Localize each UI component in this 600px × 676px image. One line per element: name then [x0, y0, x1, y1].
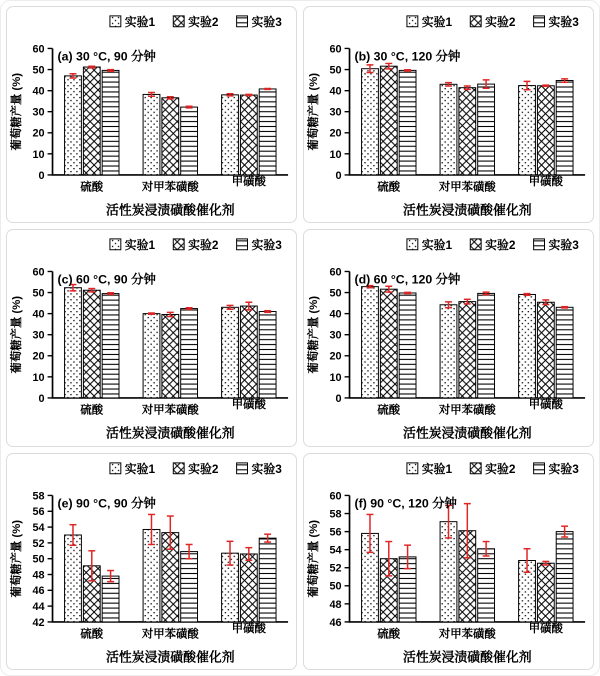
legend-swatch-hlines-icon — [534, 16, 545, 27]
bar-d-cat1-s1 — [362, 287, 379, 398]
legend-label: 实验3 — [251, 14, 282, 29]
x-category-label: 硫酸 — [80, 405, 104, 418]
y-tick-label: 50 — [329, 64, 342, 77]
y-tick-label: 60 — [329, 266, 342, 279]
legend-item-2 — [173, 461, 219, 475]
legend-item-3 — [237, 461, 283, 475]
bar-d-cat1-s2 — [380, 290, 397, 399]
bar-c-cat2-s3 — [181, 309, 198, 398]
chart-panel-f — [303, 453, 594, 670]
bar-d-cat3-s1 — [519, 295, 536, 398]
bar-a-cat2-s2 — [162, 98, 179, 175]
chart-svg-e — [7, 454, 296, 669]
error-bar — [148, 313, 155, 314]
y-tick-label: 60 — [329, 43, 342, 56]
legend-item-1 — [407, 238, 453, 252]
bar-e-cat1-s1 — [65, 535, 82, 622]
legend-swatch-dots-icon — [110, 16, 121, 27]
bar-e-cat3-s3 — [259, 538, 276, 622]
error-bar — [245, 94, 252, 95]
x-axis-title: 活性炭浸渍磺酸催化剂 — [106, 649, 235, 665]
y-tick-label: 0 — [38, 169, 45, 182]
x-axis-title: 活性炭浸渍磺酸催化剂 — [106, 425, 235, 441]
bar-d-cat2-s3 — [478, 294, 495, 399]
legend-swatch-hlines-icon — [534, 239, 545, 250]
chart-panel-e — [6, 453, 297, 670]
bar-e-cat2-s3 — [181, 551, 198, 621]
y-tick-label: 42 — [32, 616, 45, 629]
bar-e-cat3-s2 — [240, 554, 257, 622]
x-category-label: 甲磺酸 — [231, 175, 266, 188]
y-tick-label: 56 — [329, 526, 342, 539]
y-tick-label: 40 — [32, 308, 45, 321]
x-category-label: 甲磺酸 — [528, 175, 563, 188]
x-category-label: 甲磺酸 — [231, 399, 266, 412]
y-tick-label: 46 — [32, 584, 45, 597]
y-tick-label: 54 — [32, 521, 45, 534]
bar-d-cat2-s2 — [459, 302, 476, 398]
x-axis-title: 活性炭浸渍磺酸催化剂 — [403, 425, 532, 441]
chart-svg-a — [7, 7, 296, 222]
chart-panel-a — [6, 6, 297, 223]
chart-panel-d — [303, 229, 594, 446]
chart-svg-f — [304, 454, 593, 669]
legend-label: 实验3 — [548, 461, 579, 476]
legend-swatch-dots-icon — [407, 16, 418, 27]
bar-a-cat1-s1 — [65, 76, 82, 175]
y-tick-label: 48 — [32, 569, 45, 582]
y-tick-label: 0 — [335, 169, 342, 182]
y-tick-label: 40 — [329, 85, 342, 98]
x-category-label: 硫酸 — [80, 628, 104, 641]
y-tick-label: 60 — [32, 266, 45, 279]
y-tick-label: 60 — [32, 43, 45, 56]
x-category-label: 硫酸 — [377, 181, 401, 194]
y-tick-label: 10 — [32, 148, 45, 161]
bar-c-cat1-s2 — [83, 291, 100, 399]
bar-c-cat2-s2 — [162, 315, 179, 398]
legend-swatch-dots-icon — [407, 463, 418, 474]
legend-item-2 — [470, 15, 516, 29]
legend-swatch-crosshatch-icon — [173, 239, 184, 250]
legend-swatch-hlines-icon — [534, 463, 545, 474]
bar-b-cat2-s1 — [440, 84, 457, 175]
y-axis-title: 葡萄糖产量 (%) — [10, 296, 23, 374]
bar-a-cat1-s2 — [83, 67, 100, 175]
bar-c-cat3-s2 — [240, 306, 257, 398]
legend-swatch-hlines-icon — [237, 16, 248, 27]
y-tick-label: 30 — [32, 329, 45, 342]
y-tick-label: 52 — [329, 562, 342, 575]
y-tick-label: 20 — [32, 351, 45, 364]
y-axis-title: 葡萄糖产量 (%) — [10, 72, 23, 151]
panel-title: (a) 30 °C, 90 分钟 — [57, 49, 156, 64]
legend-label: 实验2 — [188, 238, 219, 253]
legend-swatch-crosshatch-icon — [470, 239, 481, 250]
legend-label: 实验3 — [548, 14, 579, 29]
y-axis-title: 葡萄糖产量 (%) — [307, 296, 320, 374]
y-tick-label: 30 — [32, 106, 45, 119]
y-tick-label: 40 — [32, 85, 45, 98]
bar-a-cat3-s1 — [222, 95, 239, 175]
bar-c-cat1-s3 — [102, 294, 119, 398]
panel-title: (e) 90 °C, 90 分钟 — [57, 496, 156, 510]
bar-f-cat3-s2 — [537, 563, 554, 622]
legend-swatch-crosshatch-icon — [173, 463, 184, 474]
legend-label: 实验1 — [124, 461, 156, 476]
y-tick-label: 0 — [38, 393, 45, 406]
chart-panel-c — [6, 229, 297, 446]
y-tick-label: 56 — [32, 505, 45, 518]
y-tick-label: 20 — [329, 351, 342, 364]
x-category-label: 硫酸 — [377, 628, 401, 641]
bar-a-cat3-s3 — [259, 89, 276, 175]
legend-label: 实验2 — [188, 461, 219, 476]
legend-item-3 — [534, 15, 580, 29]
legend-item-1 — [110, 238, 156, 252]
x-category-label: 对甲苯磺酸 — [141, 181, 199, 194]
bar-b-cat3-s2 — [537, 86, 554, 175]
legend-item-3 — [237, 15, 283, 29]
legend-label: 实验1 — [421, 238, 453, 253]
bar-f-cat3-s3 — [556, 531, 573, 621]
panel-title: (b) 30 °C, 120 分钟 — [354, 49, 461, 64]
x-category-label: 对甲苯磺酸 — [438, 181, 496, 194]
bar-c-cat3-s1 — [222, 308, 239, 399]
bar-b-cat1-s2 — [380, 66, 397, 175]
bar-d-cat2-s1 — [440, 305, 457, 398]
y-tick-label: 50 — [32, 287, 45, 300]
bar-c-cat3-s3 — [259, 312, 276, 398]
y-axis-title: 葡萄糖产量 (%) — [307, 72, 320, 151]
y-tick-label: 60 — [329, 490, 342, 503]
legend-label: 实验3 — [251, 461, 282, 476]
y-tick-label: 30 — [329, 106, 342, 119]
bar-b-cat2-s3 — [478, 84, 495, 175]
legend-swatch-crosshatch-icon — [470, 16, 481, 27]
bar-b-cat3-s3 — [556, 81, 573, 175]
y-tick-label: 44 — [32, 600, 45, 613]
error-bar — [542, 85, 549, 86]
bar-b-cat3-s1 — [519, 86, 536, 175]
bar-d-cat1-s3 — [399, 293, 416, 398]
legend-swatch-crosshatch-icon — [470, 463, 481, 474]
legend-swatch-dots-icon — [110, 239, 121, 250]
legend-label: 实验1 — [421, 14, 453, 29]
chart-svg-d — [304, 230, 593, 445]
x-category-label: 对甲苯磺酸 — [141, 405, 199, 418]
panel-title: (f) 90 °C, 120 分钟 — [354, 496, 457, 510]
chart-svg-c — [7, 230, 296, 445]
y-tick-label: 30 — [329, 329, 342, 342]
y-tick-label: 58 — [329, 508, 342, 521]
bar-b-cat2-s2 — [459, 88, 476, 175]
legend-label: 实验2 — [485, 14, 516, 29]
y-tick-label: 40 — [329, 308, 342, 321]
bar-e-cat1-s3 — [102, 576, 119, 622]
panel-title: (c) 60 °C, 90 分钟 — [57, 272, 156, 287]
y-tick-label: 10 — [329, 372, 342, 385]
y-tick-label: 20 — [329, 127, 342, 140]
legend-label: 实验2 — [485, 238, 516, 253]
x-category-label: 甲磺酸 — [528, 399, 563, 412]
legend-item-2 — [470, 238, 516, 252]
legend-item-2 — [470, 461, 516, 475]
legend-label: 实验1 — [421, 461, 453, 476]
y-tick-label: 0 — [335, 393, 342, 406]
y-tick-label: 50 — [329, 580, 342, 593]
bar-d-cat3-s2 — [537, 303, 554, 399]
legend-item-3 — [237, 238, 283, 252]
x-axis-title: 活性炭浸渍磺酸催化剂 — [403, 649, 532, 665]
x-category-label: 对甲苯磺酸 — [438, 628, 496, 641]
y-axis-title: 葡萄糖产量 (%) — [10, 519, 23, 598]
legend-label: 实验3 — [251, 238, 282, 253]
bar-a-cat2-s1 — [143, 94, 160, 174]
legend-label: 实验1 — [124, 238, 156, 253]
legend-swatch-dots-icon — [407, 239, 418, 250]
legend-item-1 — [407, 15, 453, 29]
y-axis-title: 葡萄糖产量 (%) — [307, 519, 320, 598]
bar-c-cat2-s1 — [143, 314, 160, 398]
y-tick-label: 10 — [329, 148, 342, 161]
legend-swatch-dots-icon — [110, 463, 121, 474]
error-bar — [264, 89, 271, 90]
x-category-label: 硫酸 — [377, 405, 401, 418]
legend-label: 实验3 — [548, 238, 579, 253]
y-tick-label: 50 — [329, 287, 342, 300]
legend-label: 实验2 — [485, 461, 516, 476]
x-category-label: 甲磺酸 — [231, 622, 266, 635]
bar-a-cat3-s2 — [240, 95, 257, 175]
legend-item-1 — [110, 461, 156, 475]
panel-title: (d) 60 °C, 120 分钟 — [354, 272, 461, 287]
legend-label: 实验1 — [124, 14, 156, 29]
legend-swatch-hlines-icon — [237, 463, 248, 474]
y-tick-label: 50 — [32, 553, 45, 566]
bar-f-cat2-s3 — [478, 548, 495, 621]
legend-item-1 — [110, 15, 156, 29]
bar-b-cat1-s1 — [362, 69, 379, 175]
x-axis-title: 活性炭浸渍磺酸催化剂 — [106, 202, 235, 218]
legend-item-1 — [407, 461, 453, 475]
bar-c-cat1-s1 — [65, 288, 82, 398]
legend-item-3 — [534, 461, 580, 475]
bar-a-cat1-s3 — [102, 70, 119, 175]
y-tick-label: 46 — [329, 616, 342, 629]
y-tick-label: 10 — [32, 372, 45, 385]
chart-panel-b — [303, 6, 594, 223]
bar-a-cat2-s3 — [181, 107, 198, 175]
y-tick-label: 58 — [32, 490, 45, 503]
legend-label: 实验2 — [188, 14, 219, 29]
error-bar — [404, 293, 411, 294]
chart-svg-b — [304, 7, 593, 222]
error-bar — [561, 307, 568, 308]
error-bar — [404, 70, 411, 71]
y-tick-label: 50 — [32, 64, 45, 77]
bar-b-cat1-s3 — [399, 70, 416, 175]
x-category-label: 对甲苯磺酸 — [141, 628, 199, 641]
x-category-label: 甲磺酸 — [528, 622, 563, 635]
y-tick-label: 52 — [32, 537, 45, 550]
y-tick-label: 54 — [329, 544, 342, 557]
legend-item-3 — [534, 238, 580, 252]
y-tick-label: 48 — [329, 598, 342, 611]
x-axis-title: 活性炭浸渍磺酸催化剂 — [403, 202, 532, 218]
y-tick-label: 20 — [32, 127, 45, 140]
legend-item-2 — [173, 15, 219, 29]
legend-swatch-hlines-icon — [237, 239, 248, 250]
legend-item-2 — [173, 238, 219, 252]
legend-swatch-crosshatch-icon — [173, 16, 184, 27]
x-category-label: 硫酸 — [80, 181, 104, 194]
bar-d-cat3-s3 — [556, 308, 573, 399]
x-category-label: 对甲苯磺酸 — [438, 405, 496, 418]
